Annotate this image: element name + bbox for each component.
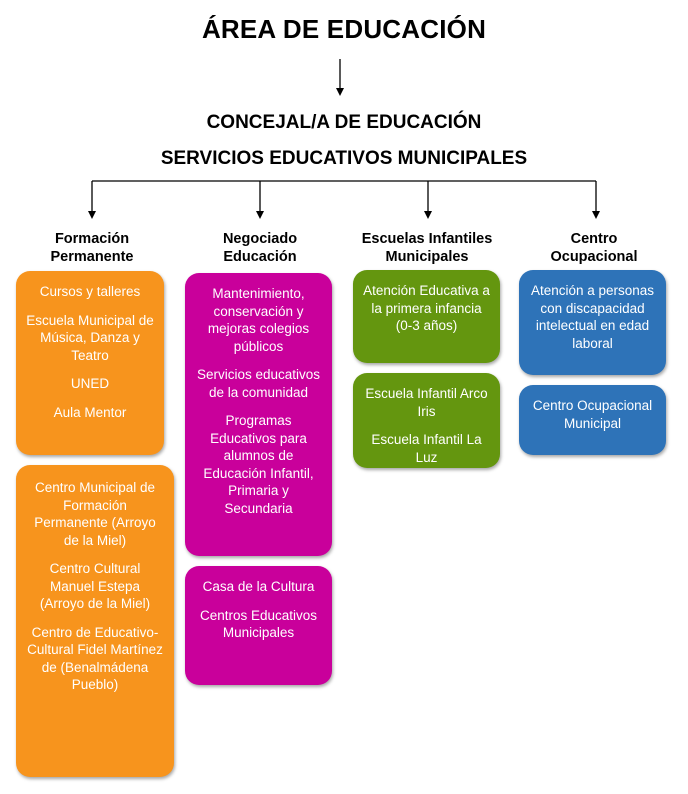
box-centro-1 xyxy=(519,270,666,375)
box-escuelas-1 xyxy=(353,270,500,363)
box-item: Centro Municipal de Formación Permanente (Arroyo de la Miel) xyxy=(34,480,156,548)
box-item: Atención Educativa a la primera infancia (0-3 años) xyxy=(363,283,490,333)
concejal-heading: CONCEJAL/A DE EDUCACIÓN xyxy=(206,112,482,133)
box-item: Atención a personas con discapacidad intelectual en edad laboral xyxy=(530,283,655,351)
box-escuelas-2 xyxy=(353,373,500,468)
box-item: Cursos y talleres xyxy=(39,284,141,299)
box-item: Centro de Educativo-Cultural Fidel Martínez de (Benalmádena Pueblo) xyxy=(27,624,163,692)
box-item: Programas Educativos para alumnos de Educación Infantil, Primaria y Secundaria xyxy=(203,413,314,516)
heading-negociado-educacion: Negociado Educación xyxy=(222,231,298,265)
box-item: Escuela Municipal de Música, Danza y Teatro xyxy=(26,312,154,363)
box-item: Centro Cultural Manuel Estepa (Arroyo de la Miel) xyxy=(39,561,151,611)
box-item: UNED xyxy=(70,376,110,391)
box-item: Servicios educativos de la comunidad xyxy=(196,367,321,400)
diagram-title: ÁREA DE EDUCACIÓN xyxy=(201,14,487,44)
box-item: Aula Mentor xyxy=(53,404,127,420)
box-negociado-1 xyxy=(185,273,332,556)
box-item: Casa de la Cultura xyxy=(202,579,315,594)
box-item: Centro Ocupacional Municipal xyxy=(532,398,653,431)
box-item: Escuela Infantil Arco Iris xyxy=(365,386,488,419)
box-formacion-1 xyxy=(16,271,164,455)
box-formacion-2 xyxy=(16,465,174,777)
heading-formacion-permanente: Formación Permanente xyxy=(50,231,134,265)
servicios-heading: SERVICIOS EDUCATIVOS MUNICIPALES xyxy=(160,148,528,169)
heading-escuelas-infantiles: Escuelas Infantiles Municipales xyxy=(361,231,493,265)
box-item: Centros Educativos Municipales xyxy=(199,607,318,640)
heading-centro-ocupacional: Centro Ocupacional xyxy=(550,231,638,265)
box-item: Mantenimiento, conservación y mejoras colegios públicos xyxy=(207,286,310,354)
box-item: Escuela Infantil La Luz xyxy=(371,432,482,465)
box-negociado-2 xyxy=(185,566,332,685)
box-centro-2 xyxy=(519,385,666,455)
